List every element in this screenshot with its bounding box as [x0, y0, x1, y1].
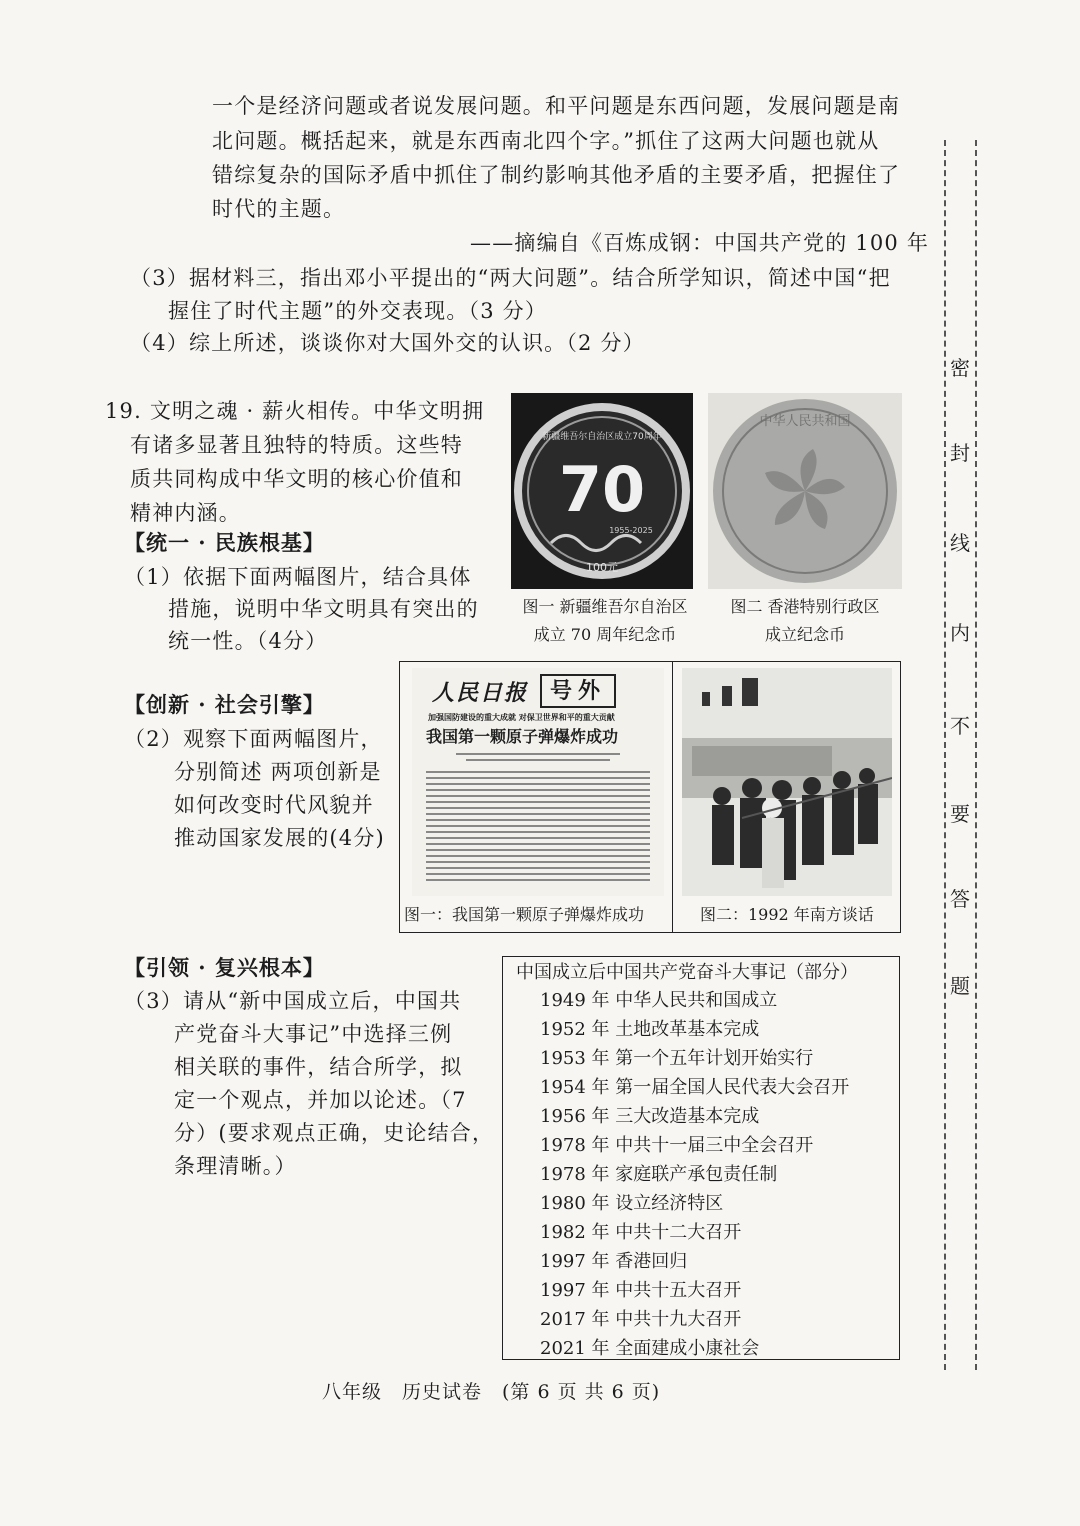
section3-line4: 定一个观点，并加以论述。（7	[174, 1088, 467, 1112]
coin1-value: 100元	[586, 561, 618, 574]
material-source: ——摘编自《百炼成钢：中国共产党的 100 年	[470, 231, 930, 255]
section3-line6: 条理清晰。）	[174, 1154, 297, 1178]
seal-char: 线	[946, 527, 974, 556]
xinjiang-coin-photo	[511, 393, 693, 589]
newspaper-extra: 号外	[540, 674, 616, 708]
coin1-caption-line2: 成立 70 周年纪念币	[533, 625, 677, 644]
section2-line4: 推动国家发展的(4分)	[174, 826, 385, 850]
coin1-number: 70	[558, 453, 646, 526]
seal-char: 要	[946, 798, 974, 827]
q19-intro-3: 质共同构成中华文明的核心价值和	[130, 467, 463, 491]
coin2-caption-line2: 成立纪念币	[764, 625, 845, 644]
event-item: 1954 年 第一届全国人民代表大会召开	[540, 1077, 850, 1098]
q18-sub3-line1: （3）据材料三，指出邓小平提出的“两大问题”。结合所学知识，简述中国“把	[130, 266, 891, 290]
q19-intro-2: 有诸多显著且独特的特质。这些特	[130, 433, 463, 457]
event-item: 1982 年 中共十二大召开	[540, 1222, 742, 1243]
section3-line5: 分）(要求观点正确，史论结合，	[174, 1121, 495, 1145]
hongkong-coin-photo	[708, 393, 902, 589]
material-line-3: 错综复杂的国际矛盾中抓住了制约影响其他矛盾的主要矛盾，把握住了	[212, 163, 901, 187]
newspaper-extra-photo	[412, 668, 664, 896]
q19-intro-4: 精神内涵。	[130, 501, 241, 525]
section3-line1: （3）请从“新中国成立后，中国共	[124, 989, 462, 1013]
q18-sub3-line2: 握住了时代主题”的外交表现。（3 分）	[168, 299, 548, 323]
coin1-top-text: 新疆维吾尔自治区成立70周年	[542, 432, 662, 442]
seal-char: 密	[946, 352, 974, 381]
event-item: 1952 年 土地改革基本完成	[540, 1019, 760, 1040]
material-line-1: 一个是经济问题或者说发展问题。和平问题是东西问题，发展问题是南	[212, 94, 901, 118]
section2-line1: （2）观察下面两幅图片，	[124, 727, 383, 751]
seal-char: 内	[946, 617, 974, 646]
seal-char: 封	[946, 437, 974, 466]
seal-char: 不	[946, 710, 974, 739]
q18-sub4: （4）综上所述，谈谈你对大国外交的认识。（2 分）	[130, 331, 645, 355]
event-item: 1978 年 中共十一届三中全会召开	[540, 1135, 814, 1156]
q19-intro-1: 19. 文明之魂 · 薪火相传。中华文明拥	[105, 399, 485, 423]
atomic-bomb-caption: 图一：我国第一颗原子弹爆炸成功	[404, 905, 645, 924]
section2-line3: 如何改变时代风貌并	[174, 793, 374, 817]
event-item: 1997 年 香港回归	[540, 1251, 688, 1272]
figure-divider	[672, 661, 673, 933]
newspaper-subhead: 加强国防建设的重大成就 对保卫世界和平的重大贡献	[428, 712, 615, 722]
newspaper-body-text	[426, 750, 650, 890]
coin2-caption	[705, 593, 905, 649]
section2-heading: 【创新 · 社会引擎】	[124, 692, 325, 717]
event-item: 1949 年 中华人民共和国成立	[540, 990, 778, 1011]
event-item: 2021 年 全面建成小康社会	[540, 1338, 760, 1359]
event-item: 1956 年 三大改造基本完成	[540, 1106, 760, 1127]
section1-line2: 措施，说明中华文明具有突出的	[168, 597, 479, 621]
section3-line3: 相关联的事件，结合所学，拟	[174, 1055, 463, 1079]
coin2-text: 中华人民共和国	[759, 414, 851, 429]
event-item: 2017 年 中共十九大召开	[540, 1309, 742, 1330]
section1-line3: 统一性。（4分）	[168, 629, 328, 653]
newspaper-masthead: 人民日报	[432, 680, 529, 706]
seal-char: 题	[946, 970, 974, 999]
coin1-caption	[505, 593, 705, 649]
section3-line2: 产党奋斗大事记”中选择三例	[174, 1022, 453, 1046]
events-title: 中国成立后中国共产党奋斗大事记（部分）	[516, 962, 858, 983]
material-line-4: 时代的主题。	[212, 197, 346, 221]
coin1-years: 1955-2025	[609, 526, 653, 535]
seal-dashed-line-right	[975, 140, 977, 1370]
material-line-2: 北问题。概括起来，就是东西南北四个字。”抓住了这两大问题也就从	[212, 129, 880, 153]
section1-heading: 【统一 · 民族根基】	[124, 530, 325, 555]
seal-char: 答	[946, 883, 974, 912]
event-item: 1978 年 家庭联产承包责任制	[540, 1164, 778, 1185]
event-item: 1980 年 设立经济特区	[540, 1193, 724, 1214]
seal-dashed-line-left	[944, 140, 946, 1370]
event-item: 1953 年 第一个五年计划开始实行	[540, 1048, 814, 1069]
section2-line2: 分别简述 两项创新是	[174, 760, 382, 784]
newspaper-headline: 我国第一颗原子弹爆炸成功	[426, 727, 619, 746]
coin1-caption-line1: 图一 新疆维吾尔自治区	[522, 597, 688, 616]
event-item: 1997 年 中共十五大召开	[540, 1280, 742, 1301]
page-footer: 八年级 历史试卷 (第 6 页 共 6 页)	[322, 1381, 661, 1403]
southern-tour-photo	[682, 668, 892, 896]
coin2-caption-line1: 图二 香港特别行政区	[730, 597, 880, 616]
section1-line1: （1）依据下面两幅图片，结合具体	[124, 565, 472, 589]
section3-heading: 【引领 · 复兴根本】	[124, 955, 325, 980]
southern-tour-caption: 图二：1992 年南方谈话	[700, 905, 874, 924]
